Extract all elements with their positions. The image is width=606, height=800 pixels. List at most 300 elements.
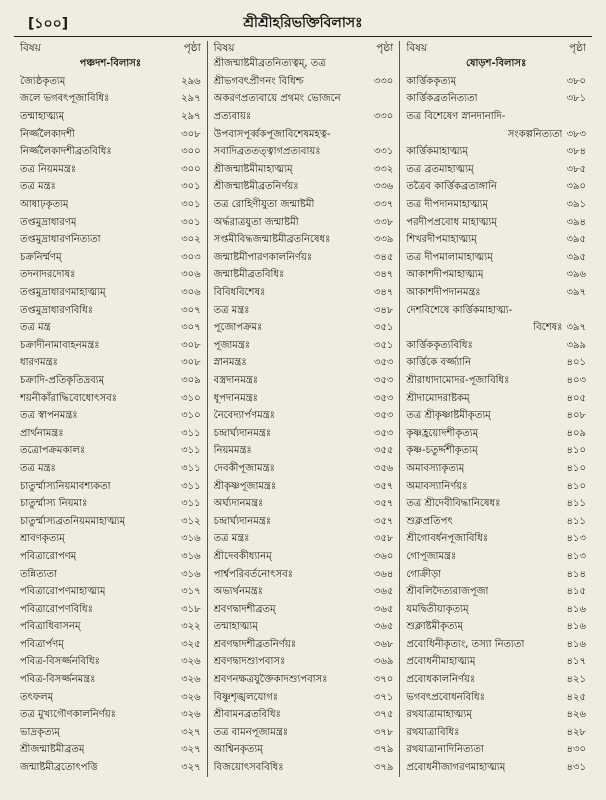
page-header-label: পৃষ্ঠা <box>183 42 201 54</box>
toc-entry <box>406 637 586 655</box>
entry-title: গোক্রীড়া <box>406 568 442 580</box>
entry-title: কার্ত্তিকমাহাত্ম্যম্ <box>406 146 468 158</box>
toc-entry <box>214 672 394 690</box>
entry-page-number: ৪১০ <box>566 445 586 457</box>
entry-title: ভাদ্রকৃত্যম্ <box>20 726 60 738</box>
entry-title: ধূপদানমন্ত্রঃ <box>213 392 258 404</box>
entry-page-number: ৩১৬ <box>181 533 201 545</box>
toc-entry <box>214 689 394 707</box>
toc-entry <box>406 126 586 144</box>
entry-title: তন্মাহাত্ম্যম্ <box>20 111 65 123</box>
toc-entry <box>20 601 201 619</box>
entry-title: শ্রীদেবকীধ্যানম্ <box>213 550 272 562</box>
entry-title: জ্যৈষ্ঠকৃত্যম্ <box>20 75 66 87</box>
section-heading <box>20 56 201 74</box>
toc-entry <box>214 214 394 232</box>
entry-title: তৎফলম্ <box>20 691 54 703</box>
entry-page-number: ৪১৬ <box>566 638 586 650</box>
entry-page-number: ৩১০ <box>181 392 201 404</box>
entry-page-number: ৩৭৮ <box>373 726 394 738</box>
entry-page-number: ৩২২ <box>181 621 201 633</box>
entry-page-number: ৩৭৫ <box>373 709 394 721</box>
entry-page-number: ৪১১ <box>566 515 586 527</box>
entry-page-number: ৩৬৫ <box>373 603 394 615</box>
toc-entry <box>20 619 201 637</box>
entry-page-number: ৩১১ <box>181 498 201 510</box>
entry-page-number: ৩৫৭ <box>373 515 394 527</box>
entry-page-number: ৩৬৪ <box>373 568 394 580</box>
entry-page-number: ৪১৪ <box>566 568 586 580</box>
entry-page-number: ৩৫৩ <box>373 410 394 422</box>
entry-title: প্রবোধিনীকৃত্যং, তস্যা নিত্যতা <box>406 638 525 650</box>
entry-title: শয়নীকাঁরাদ্ধিবোধোৎসবঃ <box>20 392 117 404</box>
entry-page-number: ৩১৬ <box>181 550 201 562</box>
toc-entry <box>214 637 394 655</box>
toc-entry <box>214 267 394 285</box>
entry-page-number: ৪২৬ <box>566 709 586 721</box>
entry-title: তত্র নিয়মমন্ত্রঃ <box>20 163 77 175</box>
toc-entry <box>214 619 394 637</box>
entry-page-number: ৩০০ <box>181 163 201 175</box>
toc-entry <box>406 267 586 285</box>
entry-title: তত্র মন্ত্র <box>20 322 51 334</box>
entry-title: কার্ত্তিককৃত্যম্ <box>406 75 457 87</box>
subject-header: বিষয় <box>20 42 41 54</box>
entry-title: পূজোপক্রমঃ <box>213 322 263 334</box>
entry-title: শ্রবণনক্ষত্রযুক্তৈকাদশ্যুপবাসঃ <box>213 674 328 686</box>
entry-page-number: ৩১৭ <box>181 586 201 598</box>
column-header <box>214 41 394 56</box>
entry-title: তত্র শ্রীকৃষ্ণাষ্টমীকৃত্যম্ <box>406 410 491 422</box>
entry-page-number: ৩৮৪ <box>566 146 586 158</box>
entry-page-number: ৩৬৯ <box>373 656 394 668</box>
toc-entry <box>20 74 201 92</box>
entry-page-number: ৪০৯ <box>566 427 586 439</box>
entry-page-number: ৩০৩ <box>181 251 201 263</box>
entry-page-number: ৩৩২ <box>373 163 394 175</box>
toc-entry <box>214 443 394 461</box>
header-rule <box>14 36 592 37</box>
entry-title: প্রবোধকালনির্ণয়ঃ <box>406 674 476 686</box>
entry-title: শ্রীবামনব্রতবিধিঃ <box>213 709 281 721</box>
entry-page-number: ৩২৭ <box>181 726 201 738</box>
entry-title: বিশেষঃ <box>533 322 563 334</box>
entry-title: শ্রীজন্মাষ্টমীব্রতনিত্যত্বম্, তত্র <box>213 58 326 70</box>
toc-entry <box>406 549 586 567</box>
entry-page-number: ৪১৩ <box>566 550 586 562</box>
page-header <box>14 8 592 32</box>
toc-entry <box>214 320 394 338</box>
entry-page-number: ৩০৮ <box>181 339 201 351</box>
entry-page-number: ৩৮৫ <box>566 163 586 175</box>
entry-page-number: ৩২৭ <box>181 744 201 756</box>
entry-title: পবিত্রারোপণম্ <box>20 550 77 562</box>
toc-entry <box>20 267 201 285</box>
entry-title: শিখরদীপমাহাত্ম্যম্ <box>406 234 477 246</box>
entry-title: শ্রীজন্মাষ্টমীব্রতনির্ণয়ঃ <box>213 181 299 193</box>
entry-title: শুক্লাষ্টমীকৃত্যম্ <box>406 621 464 633</box>
entry-title: তত্র দীপদানমাহাত্ম্যম্ <box>406 199 489 211</box>
toc-entry <box>406 566 586 584</box>
toc-entry <box>214 425 394 443</box>
toc-entry <box>214 513 394 531</box>
toc-entry <box>406 707 586 725</box>
toc-entry <box>406 109 586 127</box>
entry-page-number: ৩০০ <box>181 146 201 158</box>
entry-title: তপ্তমুদ্রাধারণম্ <box>20 216 77 228</box>
toc-entry <box>406 373 586 391</box>
entry-title: কার্ত্তিকে বর্জ্জ্যানি <box>406 357 472 369</box>
entry-page-number: ৩১১ <box>181 462 201 474</box>
entry-page-number: ৩৬৫ <box>373 621 394 633</box>
entry-title: সপ্তমীবিদ্ধজন্মাষ্টমীব্রতনিষেধঃ <box>213 234 331 246</box>
entry-title: তত্র বামনপূজামন্ত্রঃ <box>213 726 289 738</box>
contents-column-1 <box>14 41 207 777</box>
entry-title: দেবকীপূজামন্ত্রঃ <box>213 462 275 474</box>
entry-page-number: ৩৩১ <box>373 146 394 158</box>
entry-title: শ্রাবণকৃত্যম্ <box>20 533 65 545</box>
entry-page-number: ৪০৮ <box>566 410 586 422</box>
entry-title: প্রত্যবায়ঃ <box>213 111 252 123</box>
entry-title: চক্রনির্ম্মণম্ <box>20 251 62 263</box>
entry-title: অমাবস্যাকৃত্যম্ <box>406 462 465 474</box>
entry-title: বিবিধবিশেষঃ <box>213 287 266 299</box>
toc-entry <box>20 197 201 215</box>
entry-page-number: ৩৬৫ <box>373 586 394 598</box>
toc-entry <box>214 338 394 356</box>
toc-entry <box>20 302 201 320</box>
entry-page-number: ৩৩০ <box>373 111 394 123</box>
entry-title: ধারণমন্ত্রঃ <box>20 357 58 369</box>
entry-title: শুক্লপ্রতিপৎ <box>406 515 453 527</box>
entry-title: অভ্যর্থনমন্ত্রঃ <box>213 586 263 598</box>
entry-title: পবিত্র-বিসর্জ্জনবিধিঃ <box>20 656 100 668</box>
toc-entry <box>214 162 394 180</box>
entry-title: চন্দ্রার্ঘ্যদানমন্ত্রঃ <box>213 427 272 439</box>
entry-title: কৃষ্ণহ্রয়োদশীকৃত্যম্ <box>406 427 479 439</box>
toc-entry <box>214 197 394 215</box>
toc-entry <box>214 461 394 479</box>
entry-list <box>406 56 586 777</box>
entry-title: শ্রীজন্মাষ্টমীমাহাত্ম্যম্ <box>213 163 293 175</box>
toc-entry <box>406 513 586 531</box>
entry-page-number: ৩৫৭ <box>373 480 394 492</box>
entry-page-number: ৩১০ <box>181 410 201 422</box>
entry-page-number: ৩০৯ <box>181 374 201 386</box>
entry-title: তপ্তমুদ্রাধারণনিত্যতা <box>20 234 101 246</box>
toc-entry <box>406 320 586 338</box>
entry-title: চাতুর্ম্মাস্যনিয়মাবশ্যকতা <box>20 480 111 492</box>
entry-title: নৈবেদ্যার্পণমন্ত্রঃ <box>213 410 275 422</box>
entry-title: পবিত্রার্পণম্ <box>20 638 64 650</box>
entry-title: চাতুর্ম্মাস্য নিয়মাঃ <box>20 498 88 510</box>
toc-entry <box>20 742 201 760</box>
entry-title: আকাশদীপমাহাত্ম্যম্ <box>406 269 484 281</box>
entry-title: শ্রীকৃষ্ণপূজামন্ত্রঃ <box>213 480 277 492</box>
toc-entry <box>406 250 586 268</box>
entry-title: বিজয়োৎসববিধিঃ <box>213 762 284 774</box>
entry-page-number: ৩৪৭ <box>373 287 394 299</box>
entry-page-number: ৩০৮ <box>181 128 201 140</box>
entry-page-number: ৩৬০ <box>373 550 394 562</box>
entry-title: প্রবোধনীজাগরণমাহাত্ম্যম্ <box>406 762 506 774</box>
entry-page-number: ৩৩৬ <box>373 181 394 193</box>
toc-entry <box>214 250 394 268</box>
entry-title: পার্শ্বপরিবর্তনোৎসবঃ <box>213 568 294 580</box>
toc-entry <box>20 461 201 479</box>
toc-entry <box>214 74 394 92</box>
entry-title: তপ্তমুদ্রাধারণমাহাত্ম্যম্ <box>20 287 106 299</box>
subject-header: বিষয় <box>406 42 428 54</box>
entry-page-number: ৪১০ <box>566 480 586 492</box>
entry-page-number: ৩৯৪ <box>566 216 586 228</box>
entry-title: তত্র দীপমালামাহাত্ম্যম্ <box>406 251 493 263</box>
entry-title: তত্র মন্ত্রঃ <box>20 462 56 474</box>
entry-title: নির্জ্জলৈকাদশী <box>20 128 75 140</box>
toc-entry <box>20 513 201 531</box>
entry-page-number: ৪২৮ <box>566 726 586 738</box>
entry-page-number: ৩১১ <box>181 445 201 457</box>
entry-page-number: ৩৪৫ <box>373 251 394 263</box>
entry-page-number: ৪১০ <box>566 462 586 474</box>
toc-entry <box>214 707 394 725</box>
entry-page-number: ৪১৬ <box>566 621 586 633</box>
entry-title: সংকল্পনিত্যতা <box>507 128 563 140</box>
entry-title: তন্মাহাত্ম্যম্ <box>213 621 258 633</box>
entry-title: চন্দ্রার্ঘ্যদানমন্ত্রঃ <box>213 515 272 527</box>
entry-page-number: ৩০১ <box>181 199 201 211</box>
toc-entry <box>214 373 394 391</box>
entry-title: চাতুর্ম্মাস্যব্রতনিয়মমাহাত্ম্যম্ <box>20 515 126 527</box>
entry-title: তত্র রোহিণীযুতা জন্মাষ্টমী <box>213 199 315 211</box>
toc-entry <box>20 707 201 725</box>
entry-title: তপ্তমুদ্রাধারণবিধিঃ <box>20 304 94 316</box>
toc-entry <box>20 672 201 690</box>
entry-page-number: ৩৯৬ <box>566 269 586 281</box>
entry-title: প্রার্থনামন্ত্রঃ <box>20 427 64 439</box>
entry-page-number: ৩৫৩ <box>373 392 394 404</box>
entry-page-number: ৪১৬ <box>566 603 586 615</box>
entry-page-number: ৩৭১ <box>373 691 394 703</box>
entry-title: তন্নিত্যতা <box>20 568 57 580</box>
running-title: শ্রীশ্রীহরিভক্তিবিলাসঃ <box>243 15 363 31</box>
toc-entry <box>406 443 586 461</box>
toc-entry <box>406 408 586 426</box>
entry-page-number: ৩৩৮ <box>373 216 394 228</box>
toc-entry <box>20 654 201 672</box>
entry-page-number: ৩১৬ <box>181 568 201 580</box>
toc-entry <box>214 408 394 426</box>
toc-entry <box>406 760 586 778</box>
toc-entry <box>406 285 586 303</box>
column-header <box>20 41 201 56</box>
entry-title: চক্রাদীনামাবাহনমন্ত্রঃ <box>20 339 100 351</box>
entry-page-number: ৩৮১ <box>566 93 586 105</box>
entry-page-number: ৩০৬ <box>181 287 201 299</box>
toc-entry <box>214 179 394 197</box>
entry-title: শ্রীরাধাদামোদর-পূজাবিধিঃ <box>406 374 510 386</box>
entry-page-number: ৩৯১ <box>566 199 586 211</box>
entry-page-number: ২৯৬ <box>181 75 201 87</box>
entry-page-number: ৩৯৭ <box>566 322 586 334</box>
entry-page-number: ৩১৮ <box>181 603 201 615</box>
entry-title: জন্মাষ্টমীপারণকালনির্ণয়ঃ <box>213 251 313 263</box>
entry-title: শ্রীভগবৎপ্রীণনং বিধিশ্চ <box>213 75 304 87</box>
entry-page-number: ৩৫৭ <box>373 498 394 510</box>
entry-title: তত্র মুখ্যগৌণকালনির্ণয়ঃ <box>20 709 116 721</box>
toc-entry <box>20 126 201 144</box>
entry-title: পবিত্র-বিসর্জ্জনমন্ত্রঃ <box>20 674 96 686</box>
toc-entry <box>406 197 586 215</box>
entry-page-number: ৩১১ <box>181 427 201 439</box>
entry-page-number: ৩৭০ <box>373 674 394 686</box>
toc-entry <box>406 461 586 479</box>
entry-title: রথযাত্রামাহাত্ম্যম্ <box>406 709 472 721</box>
toc-entry <box>406 74 586 92</box>
toc-entry <box>20 250 201 268</box>
toc-entry <box>20 760 201 778</box>
toc-entry <box>214 302 394 320</box>
entry-title: তত্রৈব কার্ত্তিকব্রতাঙ্গানি <box>406 181 497 193</box>
toc-entry <box>20 637 201 655</box>
entry-title: তত্র ব্রতমাহাত্ম্যম্ <box>406 163 474 175</box>
entry-page-number: ৪০১ <box>566 357 586 369</box>
entry-page-number: ৩৮০ <box>566 75 586 87</box>
entry-title: শ্রীজন্মাষ্টমীব্রতম্ <box>20 744 85 756</box>
toc-entry <box>214 232 394 250</box>
entry-title: চক্রাদি-প্রতিকৃতিদ্রব্যম্ <box>20 374 105 386</box>
entry-page-number: ৪১৭ <box>566 656 586 668</box>
entry-page-number: ৩৯৯ <box>566 339 586 351</box>
toc-entry <box>20 285 201 303</box>
entry-page-number: ৩২৭ <box>181 762 201 774</box>
toc-entry <box>20 584 201 602</box>
entry-title: রথযাত্রাবিধিঃ <box>406 726 460 738</box>
entry-title: তত্র শ্রীদেবীবিদ্ধানিষেধঃ <box>406 498 501 510</box>
toc-entry <box>406 584 586 602</box>
entry-title: অর্ঘ্যদানমন্ত্রঃ <box>213 498 264 510</box>
entry-page-number: ৩০১ <box>181 181 201 193</box>
entry-title: গোপূজামন্ত্রঃ <box>406 550 457 562</box>
entry-page-number: ৩৭৯ <box>373 762 394 774</box>
toc-entry <box>406 689 586 707</box>
entry-title: তদনাদরদোষঃ <box>20 269 76 281</box>
entry-page-number: ৩৯৫ <box>566 251 586 263</box>
toc-entry <box>20 320 201 338</box>
entry-title: পবিত্রাধিবাসনম্ <box>20 621 81 633</box>
entry-page-number: ৩৮৩ <box>566 128 586 140</box>
entry-title: যমদ্বিতীয়াকৃত্যম্ <box>406 603 469 615</box>
contents-column-3 <box>399 41 592 777</box>
toc-entry <box>214 126 394 144</box>
toc-entry <box>214 285 394 303</box>
entry-page-number: ৩৫৬ <box>373 462 394 474</box>
entry-title: শ্রীগোবর্ধনপূজাবিধিঃ <box>406 533 489 545</box>
toc-entry <box>20 443 201 461</box>
entry-page-number: ২৯৭ <box>181 111 201 123</box>
contents-column-2 <box>207 41 400 777</box>
toc-entry <box>214 109 394 127</box>
entry-page-number: ৩৯৫ <box>566 234 586 246</box>
entry-title: তত্র মন্ত্রঃ <box>213 304 250 316</box>
toc-entry <box>214 531 394 549</box>
toc-entry <box>20 689 201 707</box>
entry-title: জলে ভগবৎপূজাবিধিঃ <box>20 93 110 105</box>
entry-page-number: ৩০৭ <box>181 304 201 316</box>
entry-page-number: ৪৩০ <box>566 744 586 756</box>
toc-entry <box>406 179 586 197</box>
toc-entry <box>214 144 394 162</box>
toc-entry <box>406 338 586 356</box>
entry-page-number: ৩৩০ <box>373 75 394 87</box>
entry-page-number: ৪০৫ <box>566 392 586 404</box>
toc-entry <box>214 760 394 778</box>
entry-page-number: ৪১১ <box>566 498 586 510</box>
toc-entry <box>20 109 201 127</box>
entry-page-number: ৩৬৮ <box>373 638 394 650</box>
entry-page-number: ৩৫১ <box>373 339 394 351</box>
page-number: [১০০] <box>28 16 69 32</box>
toc-entry <box>20 390 201 408</box>
entry-page-number: ৩২৬ <box>181 674 201 686</box>
entry-title: শ্রীদামোদরাষ্টকম্ <box>406 392 470 404</box>
toc-entry <box>20 531 201 549</box>
entry-list <box>214 56 394 777</box>
toc-entry <box>214 390 394 408</box>
entry-page-number: ৩৫৫ <box>373 445 394 457</box>
toc-entry <box>406 214 586 232</box>
entry-title: রথযাত্রানাদিনিত্যতা <box>406 744 484 756</box>
toc-entry <box>214 584 394 602</box>
entry-title: জন্মাষ্টমীব্রতোৎপত্তি <box>20 762 98 774</box>
entry-title: পঞ্চদশ-বিলাসঃ <box>79 58 142 70</box>
toc-entry <box>406 725 586 743</box>
entry-page-number: ৪১৩ <box>566 533 586 545</box>
toc-entry <box>406 496 586 514</box>
entry-title: দেশবিশেষে কার্ত্তিকমাহাত্ম্য- <box>406 304 513 316</box>
entry-page-number: ৩২৬ <box>181 691 201 703</box>
toc-entry <box>406 531 586 549</box>
entry-title: কার্ত্তিককৃত্যবিধিঃ <box>406 339 473 351</box>
toc-entry <box>214 496 394 514</box>
entry-title: শ্রবণদ্বাদশ্যুপবাসঃ <box>213 656 286 668</box>
entry-title: উপবাসপূর্ব্বকপূজাবিশেষমহত্ব- <box>213 128 331 140</box>
entry-title: পবিত্রারোপণমাহাত্ম্যম্ <box>20 586 106 598</box>
toc-entry <box>20 91 201 109</box>
toc-entry <box>20 179 201 197</box>
contents-columns <box>14 41 592 777</box>
entry-page-number: ৩২৫ <box>181 638 201 650</box>
entry-title: স্নানমন্ত্রঃ <box>213 357 247 369</box>
entry-list <box>20 56 201 777</box>
entry-page-number: ৩০১ <box>181 216 201 228</box>
entry-page-number: ৪১৫ <box>566 586 586 598</box>
entry-title: তত্র মন্ত্রঃ <box>213 533 250 545</box>
toc-entry <box>406 91 586 109</box>
entry-page-number: ৩৩৭ <box>373 199 394 211</box>
toc-entry <box>214 91 394 109</box>
entry-page-number: ৩৯০ <box>566 181 586 193</box>
entry-page-number: ৪২১ <box>566 674 586 686</box>
entry-page-number: ৪৩১ <box>566 762 586 774</box>
entry-page-number: ৩৫৩ <box>373 374 394 386</box>
toc-entry <box>214 56 394 74</box>
entry-title: আকাশদীপদানমন্ত্রঃ <box>406 287 481 299</box>
entry-page-number: ৩৫৩ <box>373 427 394 439</box>
entry-page-number: ৩১১ <box>181 480 201 492</box>
toc-entry <box>406 601 586 619</box>
entry-title: পবিত্রারোপণবিধিঃ <box>20 603 93 615</box>
